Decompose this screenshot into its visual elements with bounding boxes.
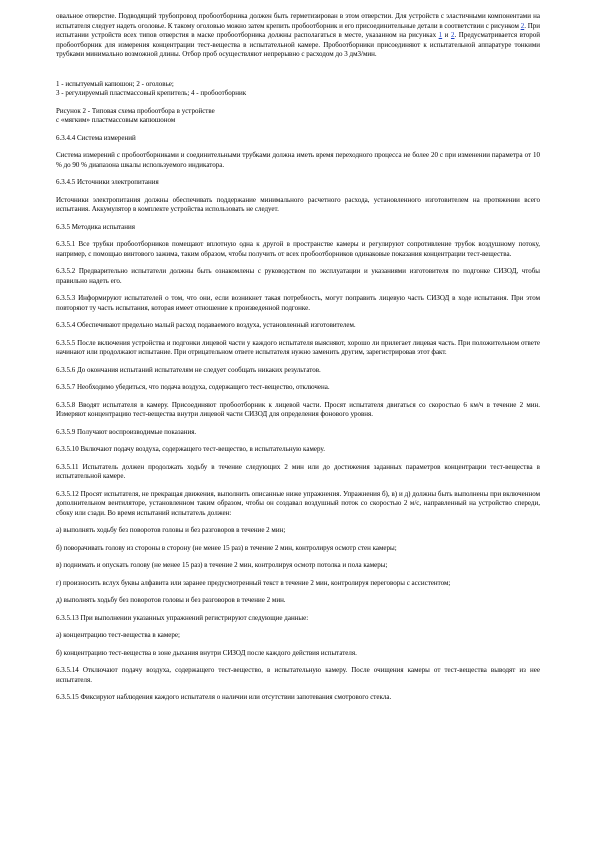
document-page — [56, 12, 540, 711]
intro-text-a: овальное отверстие. Подводящий трубопровод пробоотборника должен быть герметизирован в этом отверстии. Для устройств с эластичными компонентами на испытателя следует надеть оголовье. К такому оголовью можно затем крепить пробоотборник и его присоединительные детали в соответствии с рисунком — [56, 12, 540, 30]
clause-6354: 6.3.5.4 Обеспечивают предельно малый расход подаваемого воздуха, установленный изготовителем. — [56, 321, 356, 329]
intro-text-b: . При испытании устройств всех типов отверстия в маске пробоотборника должны располагаться в месте, указанном на рисунках — [56, 21, 540, 39]
link-figure-2b[interactable]: 2 — [450, 31, 455, 39]
clause-6359: 6.3.5.9 Получают воспроизводимые показания. — [56, 427, 197, 436]
clause-6355: 6.3.5.5 После включения устройства и подгонки лицевой части у каждого испытателя выясняют, хорошо ли прилегает лицевая часть. При положительном ответе начинают или продолжают испытание. При отрицательном ответе испытателя нужно заменить другим, зарегистрировав этот факт. — [56, 338, 540, 356]
exercise-d: г) произносить вслух буквы алфавита или заранее предусмотренный текст в течение 2 мин, контролируя переговоры с ассистентом; — [56, 578, 451, 587]
intro-text-c: . Предусматривается второй пробоотборник для измерения концентрации тест-вещества в испытательной камере. Пробоотборники присоединяют к испытательной аппаратуре тонкими трубками минимально возможной длины. Отбор проб осуществляют непрерывно с расходом до 3 дм3/мин. — [56, 31, 540, 58]
clause-6351: 6.3.5.1 Все трубки пробоотборников помещают вплотную одна к другой в пространстве камеры и регулируют сопротивление трубок воздушному потоку, например, с помощью винтового зажима, таким образом, чтобы получить от всех пробоотборников одинаковые показания концентрации тест-вещества. — [56, 240, 540, 258]
legend-line-1: 1 - испытуемый капюшон; 2 - оголовье; — [56, 79, 174, 88]
section-heading-6345: 6.3.4.5 Источники электропитания — [56, 178, 159, 186]
figure-caption-line-2: с «мягким» пластмассовым капюшоном — [56, 116, 176, 124]
exercise-b: б) поворачивать голову из стороны в сторону (не менее 15 раз) в течение 2 мин, контролируя осмотр стен камеры; — [56, 543, 397, 552]
intro-text-and: и — [442, 31, 451, 39]
section-heading-6344: 6.3.4.4 Система измерений — [56, 133, 136, 142]
clause-6356: 6.3.5.6 До окончания испытаний испытателям не следует сообщать никаких результатов. — [56, 365, 321, 374]
section-heading-635: 6.3.5 Методика испытания — [56, 222, 135, 231]
section-text-6344: Система измерений с пробоотборниками и соединительными трубками должна иметь время переходного процесса не более 20 с при изменении параметра от 10 % до 90 % диапазона шкалы используемого индикатора. — [56, 151, 540, 169]
clause-63513-b: б) концентрацию тест-вещества в зоне дыхания внутри СИЗОД после каждого действия испытателя. — [56, 648, 357, 657]
clause-63510: 6.3.5.10 Включают подачу воздуха, содержащего тест-вещество, в испытательную камеру. — [56, 445, 325, 453]
figure-caption-line-1: Рисунок 2 - Типовая схема пробоотбора в устройстве — [56, 106, 215, 115]
clause-6357: 6.3.5.7 Необходимо убедиться, что подача воздуха, содержащего тест-вещество, отключена. — [56, 383, 330, 391]
exercise-e: д) выполнять ходьбу без поворотов головы и без разговоров в течение 2 мин. — [56, 596, 286, 604]
clause-63515: 6.3.5.15 Фиксируют наблюдения каждого испытателя о наличии или отсутствии запотевания смотрового стекла. — [56, 693, 392, 701]
link-figure-1[interactable]: 1 — [438, 31, 443, 39]
clause-63513: 6.3.5.13 При выполнении указанных упражнений регистрируют следующие данные: — [56, 613, 309, 622]
exercise-a: а) выполнять ходьбу без поворотов головы и без разговоров в течение 2 мин; — [56, 526, 286, 534]
section-text-6345: Источники электропитания должны обеспечивать поддержание минимального расчетного расхода, установленного изготовителем на протяжении всего испытания. Аккумулятор в комплекте устройства использовать не следует. — [56, 195, 540, 213]
clause-63513-a: а) концентрацию тест-вещества в камере; — [56, 631, 180, 639]
link-figure-2[interactable]: 2 — [520, 21, 525, 30]
clause-63514: 6.3.5.14 Отключают подачу воздуха, содержащего тест-вещество, в испытательную камеру. После очищения камеры от тест-вещества выводят из нее испытателя. — [56, 666, 540, 684]
legend-line-2: 3 - регулируемый пластмассовый крепитель; 4 - пробоотборник — [56, 89, 247, 97]
clause-63512: 6.3.5.12 Просят испытателя, не прекращая движения, выполнить описанные ниже упражнения. Упражнения б), в) и д) должны быть выполнены при включенном дополнительном вентиляторе, установленном таким образом, чтобы он создавал воздушный поток со скоростью 2 м/с, направленный на устройство спереди, сбоку или сзади. Во время испытаний испытатель должен: — [56, 489, 540, 517]
intro-paragraph — [56, 12, 540, 60]
exercise-c: в) поднимать и опускать голову (не менее 15 раз) в течение 2 мин, контролируя осмотр потолка и пола камеры; — [56, 561, 388, 569]
clause-6352: 6.3.5.2 Предварительно испытатели должны быть ознакомлены с руководством по эксплуатации и указаниями изготовителя по подгонке СИЗОД, чтобы правильно надеть его. — [56, 267, 540, 285]
clause-63511: 6.3.5.11 Испытатель должен продолжать ходьбу в течение следующих 2 мин или до достижения заданных параметров концентрации тест-вещества в испытательной камере. — [56, 462, 540, 480]
clause-6353: 6.3.5.3 Информируют испытателей о том, что они, если возникнет такая потребность, могут поправить лицевую часть СИЗОД в ходе испытания. При этом повторяют ту часть испытания, которая имеет отношение к произведенной подгонке. — [56, 294, 540, 312]
clause-6358: 6.3.5.8 Вводят испытателя в камеру. Присоединяют пробоотборник к лицевой части. Просят испытателя двигаться со скоростью 6 км/ч в течение 2 мин. Измеряют концентрацию тест-вещества внутри лицевой части СИЗОД для определения фонового уровня. — [56, 400, 540, 418]
